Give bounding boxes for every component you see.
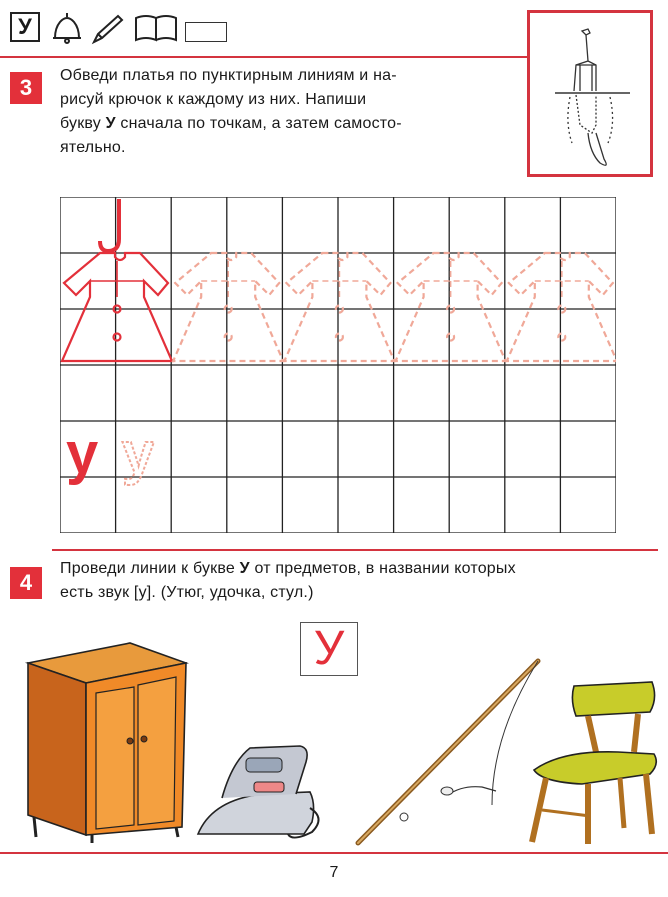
empty-answer-box[interactable] [185,22,227,42]
task3-letter: У [105,115,116,132]
book-icon [136,16,176,40]
task3-line3-post: сначала по точкам, а затем самосто- [115,115,402,132]
task3-line3-pre: букву [60,115,106,132]
bell-icon [53,13,81,43]
task-number-4: 4 [10,567,42,599]
dress-trace[interactable] [173,253,283,361]
task4-text [60,557,656,605]
fishing-rod-picture[interactable] [352,655,548,850]
copybook-grid[interactable] [60,197,616,533]
task4-line1 [60,557,656,581]
letter-sample-solid: у [66,421,99,486]
section-divider [0,56,527,58]
wardrobe-picture[interactable] [12,637,190,845]
task3-line4: ятельно. [60,139,126,156]
footer-divider [0,852,668,854]
task4-line1-post: от предметов, в названии которых [249,560,516,577]
task-number-3: 3 [10,72,42,104]
task4-letter: У [239,560,250,577]
giraffe-icon [530,13,650,174]
target-letter-box[interactable]: У [300,622,358,676]
dress-trace[interactable] [396,253,506,361]
grid-canvas[interactable] [60,197,616,533]
dress-sample [62,253,172,361]
lesson-letter-box: У [10,12,40,42]
task3-text [60,64,512,160]
task4-line1-pre: Проведи линии к букве [60,560,240,577]
dress-trace[interactable] [284,253,394,361]
chair-picture[interactable] [522,678,662,848]
page-number: 7 [329,864,339,881]
task3-line1: Обведи платья по пунктирным линиям и на- [60,67,397,84]
letter-sample-traced[interactable]: у [122,421,155,486]
task3-line3 [60,112,512,136]
dress-trace[interactable] [507,253,616,361]
task3-line2: рисуй крючок к каждому из них. Напиши [60,91,367,108]
task4-line2: есть звук [у]. (Утюг, удочка, стул.) [60,584,314,601]
giraffe-reflection-picture [527,10,653,177]
pencil-icon [94,16,122,42]
section-divider-2 [52,549,658,551]
iron-picture[interactable] [192,738,332,848]
header-icons [50,10,182,46]
